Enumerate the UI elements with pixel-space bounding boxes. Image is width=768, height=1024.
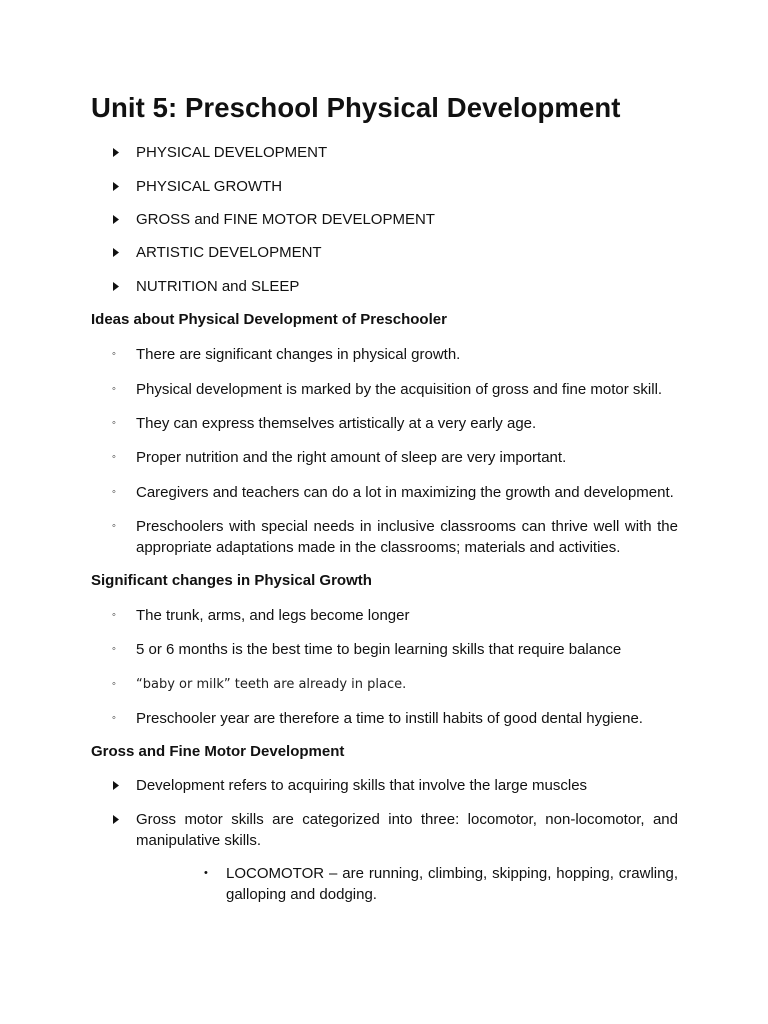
arrow-bullet-icon — [112, 775, 122, 796]
circle-bullet-icon — [112, 708, 122, 729]
arrow-bullet-icon — [112, 242, 122, 263]
list-item-text: Preschoolers with special needs in inclusive classrooms can thrive well with the appropriate adaptations made in the classrooms; materials and activities. — [136, 518, 678, 556]
list-item-text: Proper nutrition and the right amount of sleep are very important. — [136, 449, 567, 466]
list-item-text: 5 or 6 months is the best time to begin learning skills that require balance — [136, 641, 622, 658]
topic-text: ARTISTIC DEVELOPMENT — [136, 244, 322, 261]
list-item-text: “baby or milk” teeth are already in place. — [136, 677, 407, 692]
page-title: Unit 5: Preschool Physical Development — [91, 92, 621, 123]
list-item-text: Caregivers and teachers can do a lot in maximizing the growth and development. — [136, 484, 674, 501]
circle-bullet-icon — [112, 516, 122, 537]
circle-bullet-icon — [112, 674, 122, 695]
circle-bullet-icon — [112, 379, 122, 400]
section-heading: Ideas about Physical Development of Preschooler — [91, 311, 447, 328]
list-item-text: Physical development is marked by the acquisition of gross and fine motor skill. — [136, 381, 663, 398]
arrow-bullet-icon — [112, 176, 122, 197]
topic-text: PHYSICAL GROWTH — [136, 178, 283, 195]
circle-bullet-icon — [112, 413, 122, 434]
list-item-text: The trunk, arms, and legs become longer — [136, 607, 410, 624]
circle-bullet-icon — [112, 639, 122, 660]
circle-bullet-icon — [112, 344, 122, 365]
arrow-bullet-icon — [112, 142, 122, 163]
list-item-text: There are significant changes in physical growth. — [136, 346, 461, 363]
section-heading: Significant changes in Physical Growth — [91, 572, 372, 589]
topic-text: NUTRITION and SLEEP — [136, 278, 300, 295]
list-item-text: Development refers to acquiring skills that involve the large muscles — [136, 777, 588, 794]
circle-bullet-icon — [112, 447, 122, 468]
arrow-bullet-icon — [112, 209, 122, 230]
list-item-text: They can express themselves artistically at a very early age. — [136, 415, 537, 432]
arrow-bullet-icon — [112, 276, 122, 297]
sub-list-item-text: LOCOMOTOR – are running, climbing, skipping, hopping, crawling, galloping and dodging. — [226, 865, 678, 903]
topic-text: GROSS and FINE MOTOR DEVELOPMENT — [136, 211, 435, 228]
circle-bullet-icon — [112, 482, 122, 503]
circle-bullet-icon — [112, 605, 122, 626]
list-item-text: Preschooler year are therefore a time to instill habits of good dental hygiene. — [136, 710, 643, 727]
topic-text: PHYSICAL DEVELOPMENT — [136, 144, 328, 161]
dot-bullet-icon — [204, 863, 210, 884]
section-heading: Gross and Fine Motor Development — [91, 743, 345, 760]
list-item-text: Gross motor skills are categorized into three: locomotor, non-locomotor, and manipulative skills. — [136, 811, 678, 849]
arrow-bullet-icon — [112, 809, 122, 830]
